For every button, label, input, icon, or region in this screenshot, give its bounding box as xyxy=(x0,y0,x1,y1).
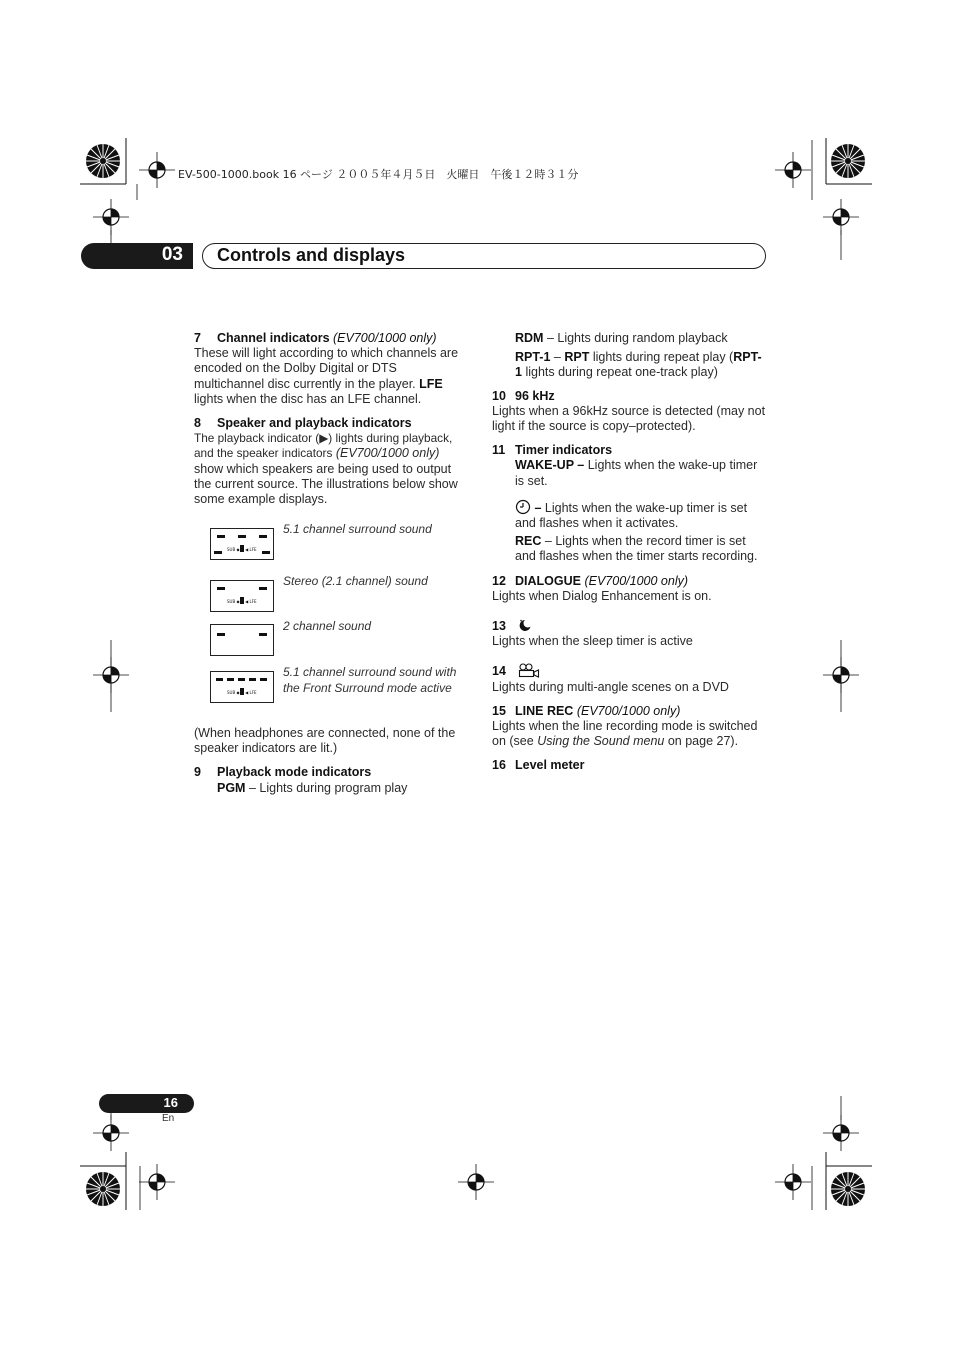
display-panel-2ch xyxy=(210,624,274,656)
svg-text:SUB ◆ ▶ ◀ LFE: SUB ◆ ▶ ◀ LFE xyxy=(227,690,257,695)
section-7-body: These will light according to which channels are encoded on the Dolby Digital or DTS multichannel disc currently in the player. LFE lights when the disc has an LFE channel. xyxy=(194,346,459,406)
section-12-body: Lights when Dialog Enhancement is on. xyxy=(492,588,712,603)
display-panel-stereo xyxy=(210,580,274,612)
section-14-heading: 14 xyxy=(492,663,767,679)
rpt-line: RPT-1 – RPT lights during repeat play (RPT-1 lights during repeat one-track play) xyxy=(515,350,762,380)
chapter-title: Controls and displays xyxy=(217,245,406,265)
rec-line: REC – Lights when the record timer is set and flashes when the timer starts recording. xyxy=(515,534,758,564)
section-9-pgm: PGM – Lights during program play xyxy=(217,780,408,795)
chapter-number: 03 xyxy=(161,244,183,265)
display-panel-front-surround xyxy=(210,671,274,703)
section-13-body: Lights when the sleep timer is active xyxy=(492,634,693,649)
display-panel-5-1 xyxy=(210,528,274,560)
page-number-tab xyxy=(99,1094,194,1113)
speaker-indicators-5-1 xyxy=(211,529,273,559)
caption-front-surround: 5.1 channel surround sound with the Front Surround mode active xyxy=(283,665,457,695)
section-9-heading: 9 Playback mode indicators xyxy=(194,765,372,780)
left-column xyxy=(194,331,469,507)
caption-5-1: 5.1 channel surround sound xyxy=(283,522,432,536)
section-15-heading: 15 LINE REC (EV700/1000 only) xyxy=(492,703,681,718)
svg-text:SUB ◆ ▶ ◀ LFE: SUB ◆ ▶ ◀ LFE xyxy=(227,599,257,604)
page-number: 16 xyxy=(163,1095,178,1110)
caption-2ch: 2 channel sound xyxy=(283,619,372,633)
section-8-heading: 8 Speaker and playback indicators xyxy=(194,416,412,431)
star-target-icon xyxy=(86,144,120,178)
clock-timer-line: – Lights when the wake-up timer is set and flashes when it activates. xyxy=(515,500,748,531)
book-info-line: EV-500-1000.book 16 ページ ２００５年４月５日 火曜日 午後１２時３１分 xyxy=(178,168,579,181)
caption-stereo: Stereo (2.1 channel) sound xyxy=(283,574,428,588)
chapter-number-tab xyxy=(81,243,193,269)
chapter-title-box xyxy=(202,243,766,269)
rdm-line: RDM – Lights during random playback xyxy=(515,331,728,345)
camera-angle-icon xyxy=(518,663,540,678)
section-13-heading: 13 xyxy=(492,618,767,634)
wake-up-line: WAKE-UP – Lights when the wake-up timer is set. xyxy=(515,458,758,488)
speaker-indicators-2ch xyxy=(211,625,273,655)
headphones-note: (When headphones are connected, none of the speaker indicators are lit.) xyxy=(194,726,456,756)
speaker-indicators-front-surround xyxy=(211,672,273,702)
section-16-heading: 16 Level meter xyxy=(492,758,585,773)
sleep-moon-icon xyxy=(518,618,532,632)
right-column xyxy=(492,331,767,774)
section-14-body: Lights during multi-angle scenes on a DVD xyxy=(492,679,729,694)
section-12-heading: 12 DIALOGUE (EV700/1000 only) xyxy=(492,573,689,588)
section-8-body: The playback indicator (▶) lights during playback, and the speaker indicators (EV700/1000 only) show which speakers are being used to output the current source. The illustrations below show some example displays. xyxy=(194,431,458,507)
section-7-heading: 7 Channel indicators (EV700/1000 only) xyxy=(194,331,437,345)
left-column-lower xyxy=(194,726,469,796)
clock-icon xyxy=(515,499,531,515)
section-10-heading: 10 96 kHz xyxy=(492,388,555,403)
speaker-indicators-stereo xyxy=(211,581,273,611)
section-10-body: Lights when a 96kHz source is detected (may not light if the source is copy–protected). xyxy=(492,403,766,434)
section-15-body: Lights when the line recording mode is switched on (see Using the Sound menu on page 27). xyxy=(492,719,758,749)
svg-text:SUB ◆ ▶ ◀ LFE: SUB ◆ ▶ ◀ LFE xyxy=(227,547,257,552)
language-code: En xyxy=(162,1113,175,1124)
section-11-heading: 11 Timer indicators xyxy=(492,443,613,458)
